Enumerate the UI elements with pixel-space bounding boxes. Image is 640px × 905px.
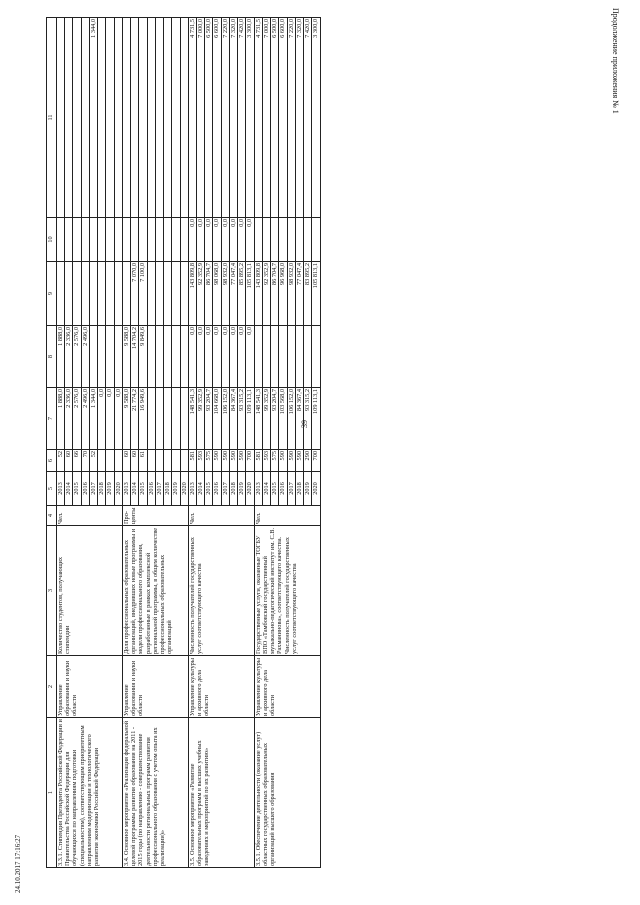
regional-cell [73,262,81,326]
federal-cell [254,326,262,388]
executor-cell: Управление образования и науки области [57,656,123,718]
local-cell [114,218,122,262]
federal-cell: 0,0 [229,326,237,388]
executor-cell: Управление культуры и архивного дела области [254,656,320,718]
total-cell: 21 774,2 [131,388,139,450]
local-cell [131,218,139,262]
extrabudget-cell [106,18,114,218]
measure-cell: 3.5.1. Обеспечение деятельности (оказание услуг) областных государственных образовательных организаций высшего образования [254,718,320,868]
column-number-row [47,18,57,868]
indicator-value-cell: 590 [238,450,246,472]
extrabudget-cell [147,18,155,218]
regional-cell [81,262,89,326]
indicator-value-cell: 60 [131,450,139,472]
year-cell: 2015 [271,472,279,506]
extrabudget-cell: 7 320,0 [229,18,237,218]
extrabudget-cell: 3 300,0 [246,18,254,218]
year-cell: 2018 [164,472,172,506]
indicator-value-cell: 590 [287,450,295,472]
extrabudget-cell: 3 300,0 [312,18,320,218]
unit-cell: Чел. [254,506,320,526]
regional-cell: 143 809,8 [188,262,196,326]
column-number: 10 [47,218,57,262]
extrabudget-cell: 7 420,0 [238,18,246,218]
unit-cell: Чел. [57,506,123,526]
total-cell: 99 352,9 [196,388,204,450]
indicator-value-cell: 575 [271,450,279,472]
total-cell: 106 152,0 [221,388,229,450]
measure-cell: 3.3.1. Стипендия Президента Российской Федерации и Правительства Российской Федерации для обучающихся по направлениям подготовки (специальностям), соответствующим приоритетным направлениям модернизации и технологического развития экономики Российской Федерации [57,718,123,868]
year-cell: 2013 [188,472,196,506]
indicator-value-cell: 590 [295,450,303,472]
extrabudget-cell: 7 220,0 [221,18,229,218]
column-number: 3 [47,526,57,656]
extrabudget-cell [164,18,172,218]
total-cell: 109 113,1 [246,388,254,450]
indicator-value-cell [106,450,114,472]
table-body [47,18,321,868]
year-cell: 2015 [73,472,81,506]
local-cell [262,218,270,262]
local-cell [98,218,106,262]
federal-cell: 2 496,0 [81,326,89,388]
column-number: 11 [47,18,57,218]
local-cell [155,218,163,262]
indicator-value-cell: 590 [229,450,237,472]
regional-cell: 77 047,4 [229,262,237,326]
regional-cell: 105 813,1 [246,262,254,326]
regional-cell: 86 704,7 [205,262,213,326]
total-cell: 84 367,4 [229,388,237,450]
local-cell: 0,0 [238,218,246,262]
program-table [46,18,481,868]
federal-cell: 14 704,2 [131,326,139,388]
total-cell [180,388,188,450]
federal-cell: 0,0 [188,326,196,388]
extrabudget-cell [73,18,81,218]
table-row [57,18,65,868]
local-cell [147,218,155,262]
extrabudget-cell [172,18,180,218]
indicator-value-cell [147,450,155,472]
year-cell: 2016 [279,472,287,506]
table-row [254,18,262,868]
extrabudget-cell: 6 500,0 [271,18,279,218]
federal-cell [180,326,188,388]
indicator-value-cell: 60 [122,450,130,472]
measure-cell: 3.5. Основное мероприятие «Развитие образовательных программ в высших учебных заведениях и мероприятий по их развитию» [188,718,254,868]
indicator-value-cell [172,450,180,472]
indicator-value-cell [155,450,163,472]
total-cell: 1 888,0 [57,388,65,450]
local-cell [304,218,312,262]
indicator-value-cell: 575 [205,450,213,472]
extrabudget-cell: 7 000,0 [196,18,204,218]
column-number: 2 [47,656,57,718]
local-cell [73,218,81,262]
column-number: 6 [47,450,57,472]
local-cell [106,218,114,262]
local-cell [312,218,320,262]
column-number: 7 [47,388,57,450]
local-cell [122,218,130,262]
extrabudget-cell: 6 500,0 [205,18,213,218]
regional-cell [180,262,188,326]
federal-cell: 9 849,6 [139,326,147,388]
federal-cell [114,326,122,388]
local-cell [254,218,262,262]
federal-cell: 0,0 [238,326,246,388]
local-cell [89,218,97,262]
extrabudget-cell: 7 320,0 [295,18,303,218]
year-cell: 2016 [147,472,155,506]
extrabudget-cell: 1 344,0 [89,18,97,218]
extrabudget-cell: 4 731,5 [188,18,196,218]
extrabudget-cell [155,18,163,218]
year-cell: 2020 [246,472,254,506]
local-cell: 0,0 [229,218,237,262]
total-cell: 84 367,4 [295,388,303,450]
year-cell: 2017 [221,472,229,506]
total-cell: 148 541,3 [188,388,196,450]
regional-cell: 92 352,9 [196,262,204,326]
unit-cell: Про-центы [122,506,188,526]
total-cell: 9 588,0 [122,388,130,450]
regional-cell: 143 809,8 [254,262,262,326]
indicator-value-cell: 590 [279,450,287,472]
total-cell: 104 668,0 [213,388,221,450]
federal-cell [287,326,295,388]
indicator-value-cell: 290 [304,450,312,472]
total-cell [155,388,163,450]
local-cell: 0,0 [213,218,221,262]
indicator-cell: Доля профессиональных образовательных организаций, внедривших новые программы и модели профессионального образования, разработанные в рамках комплексной региональной программы, в общем количестве профессиональных образовательных организаций [122,526,188,656]
year-cell: 2019 [106,472,114,506]
year-cell: 2013 [254,472,262,506]
federal-cell: 0,0 [221,326,229,388]
total-cell: 109 113,1 [312,388,320,450]
regional-cell [106,262,114,326]
extrabudget-cell [114,18,122,218]
year-cell: 2014 [65,472,73,506]
federal-cell [312,326,320,388]
year-cell: 2020 [312,472,320,506]
local-cell [139,218,147,262]
local-cell: 0,0 [205,218,213,262]
regional-cell [147,262,155,326]
year-cell: 2015 [205,472,213,506]
year-cell: 2017 [155,472,163,506]
total-cell: 93 204,7 [205,388,213,450]
indicator-value-cell: 593 [196,450,204,472]
federal-cell [106,326,114,388]
indicator-cell: Количество студентов, получающих стипендии [57,526,123,656]
total-cell: 93 315,2 [238,388,246,450]
print-timestamp: 24.10.2017 17:16:27 [14,834,22,893]
regional-cell: 77 047,4 [295,262,303,326]
local-cell: 0,0 [188,218,196,262]
indicator-value-cell [180,450,188,472]
extrabudget-cell [180,18,188,218]
total-cell: 93 315,2 [304,388,312,450]
regional-cell: 96 968,0 [279,262,287,326]
indicator-value-cell: 66 [73,450,81,472]
year-cell: 2020 [180,472,188,506]
local-cell: 0,0 [221,218,229,262]
regional-cell: 98 932,0 [287,262,295,326]
local-cell [57,218,65,262]
indicator-value-cell [164,450,172,472]
total-cell: 93 204,7 [271,388,279,450]
regional-cell [57,262,65,326]
total-cell: 1 344,0 [89,388,97,450]
regional-cell: 92 352,9 [262,262,270,326]
local-cell [295,218,303,262]
total-cell: 2 336,0 [65,388,73,450]
local-cell [81,218,89,262]
extrabudget-cell [57,18,65,218]
year-cell: 2016 [213,472,221,506]
federal-cell: 1 888,0 [57,326,65,388]
regional-cell: 98 068,0 [213,262,221,326]
federal-cell [164,326,172,388]
regional-cell: 105 813,1 [312,262,320,326]
local-cell [180,218,188,262]
year-cell: 2015 [139,472,147,506]
total-cell: 0,0 [106,388,114,450]
total-cell [172,388,180,450]
page-number: 39 [300,420,309,428]
regional-cell: 7 100,0 [139,262,147,326]
regional-cell [89,262,97,326]
year-cell: 2018 [98,472,106,506]
local-cell [65,218,73,262]
federal-cell [172,326,180,388]
extrabudget-cell: 6 600,0 [213,18,221,218]
year-cell: 2018 [229,472,237,506]
year-cell: 2014 [131,472,139,506]
table-row [122,18,130,868]
column-number: 4 [47,506,57,526]
indicator-cell: Численность получателей государственных услуг соответствующего качества [188,526,254,656]
column-number: 8 [47,326,57,388]
total-cell: 0,0 [98,388,106,450]
indicator-value-cell: 581 [254,450,262,472]
indicator-value-cell [114,450,122,472]
year-cell: 2020 [114,472,122,506]
federal-cell: 0,0 [246,326,254,388]
federal-cell [271,326,279,388]
total-cell: 2 496,0 [81,388,89,450]
column-number: 1 [47,718,57,868]
year-cell: 2018 [295,472,303,506]
regional-cell: 85 895,2 [238,262,246,326]
regional-cell [122,262,130,326]
indicator-value-cell: 52 [57,450,65,472]
regional-cell [98,262,106,326]
unit-cell: Чел. [188,506,254,526]
indicator-value-cell: 60 [65,450,73,472]
year-cell: 2017 [89,472,97,506]
federal-cell [279,326,287,388]
column-number: 5 [47,472,57,506]
federal-cell [262,326,270,388]
indicator-value-cell: 52 [89,450,97,472]
indicator-value-cell: 593 [262,450,270,472]
indicator-cell: Государственные услуги, оказанные ТОГБУ ВПО «Тамбовский государственный музыкально-педагогический институт им. С.В. Рахманинова», соответствующего качества. Численность получателей государственных услуг соответствующего качества [254,526,320,656]
year-cell: 2014 [262,472,270,506]
regional-cell: 98 932,0 [221,262,229,326]
regional-cell [114,262,122,326]
extrabudget-cell: 6 600,0 [279,18,287,218]
column-number: 9 [47,262,57,326]
indicator-value-cell: 61 [139,450,147,472]
year-cell: 2014 [196,472,204,506]
year-cell: 2019 [304,472,312,506]
federal-cell [98,326,106,388]
extrabudget-cell [65,18,73,218]
regional-cell [164,262,172,326]
regional-cell: 7 070,0 [131,262,139,326]
page-header: Продолжение приложения № 1 [611,8,620,114]
federal-cell: 0,0 [205,326,213,388]
extrabudget-cell [98,18,106,218]
federal-cell [155,326,163,388]
table-row [188,18,196,868]
total-cell: 16 949,6 [139,388,147,450]
federal-cell: 2 336,0 [65,326,73,388]
local-cell: 0,0 [246,218,254,262]
regional-cell [172,262,180,326]
regional-cell [155,262,163,326]
extrabudget-cell [131,18,139,218]
year-cell: 2019 [172,472,180,506]
federal-cell: 0,0 [213,326,221,388]
extrabudget-cell [139,18,147,218]
total-cell: 148 541,3 [254,388,262,450]
federal-cell: 2 576,0 [73,326,81,388]
executor-cell: Управление образования и науки области [122,656,188,718]
indicator-value-cell [98,450,106,472]
indicator-value-cell: 590 [221,450,229,472]
federal-cell [89,326,97,388]
extrabudget-cell: 4 731,5 [254,18,262,218]
local-cell [271,218,279,262]
federal-cell [147,326,155,388]
local-cell [172,218,180,262]
indicator-value-cell: 700 [246,450,254,472]
year-cell: 2016 [81,472,89,506]
extrabudget-cell: 7 420,0 [304,18,312,218]
total-cell: 103 568,0 [279,388,287,450]
extrabudget-cell: 7 220,0 [287,18,295,218]
federal-cell: 0,0 [196,326,204,388]
extrabudget-cell [81,18,89,218]
regional-cell [65,262,73,326]
indicator-value-cell: 70 [81,450,89,472]
year-cell: 2017 [287,472,295,506]
regional-cell: 83 895,2 [304,262,312,326]
indicator-value-cell: 581 [188,450,196,472]
extrabudget-cell: 7 000,0 [262,18,270,218]
year-cell: 2013 [57,472,65,506]
year-cell: 2019 [238,472,246,506]
federal-cell: 9 588,0 [122,326,130,388]
total-cell [164,388,172,450]
total-cell: 2 576,0 [73,388,81,450]
total-cell: 106 152,0 [287,388,295,450]
total-cell: 0,0 [114,388,122,450]
federal-cell [304,326,312,388]
indicator-value-cell: 700 [312,450,320,472]
local-cell: 0,0 [196,218,204,262]
local-cell [279,218,287,262]
extrabudget-cell [122,18,130,218]
measure-cell: 3.4. Основное мероприятие «Реализация федеральной целевой программы развития образования на 2011 - 2015 годы (по направлению - совершенствование деятельности региональных программ развития профессионального образования с учетом опыта их реализации)» [122,718,188,868]
total-cell: 99 352,9 [262,388,270,450]
indicator-value-cell: 590 [213,450,221,472]
executor-cell: Управление культуры и архивного дела области [188,656,254,718]
year-cell: 2013 [122,472,130,506]
regional-cell: 86 704,7 [271,262,279,326]
federal-cell [295,326,303,388]
local-cell [287,218,295,262]
local-cell [164,218,172,262]
total-cell [147,388,155,450]
